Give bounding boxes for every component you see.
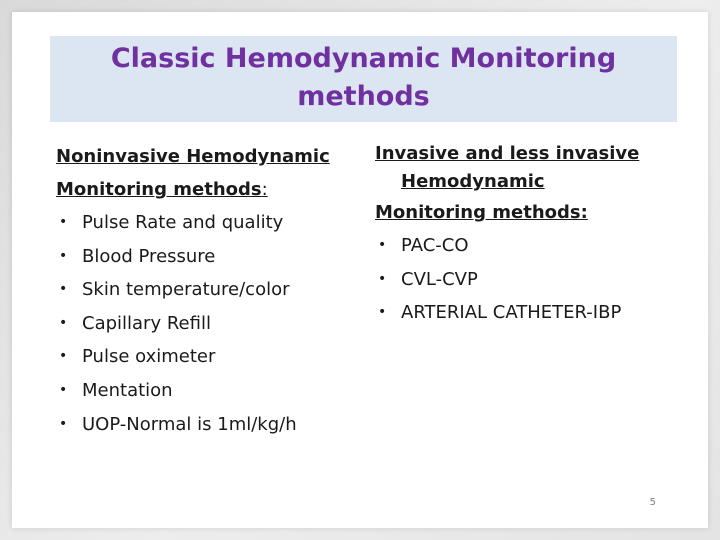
bullet-icon: • [59,381,68,398]
list-item [56,340,356,374]
list-item [56,307,356,341]
slide-title-line-2: methods [297,81,430,112]
invasive-column [375,140,675,330]
invasive-heading-colon: : [580,202,588,223]
list-item-label: UOP-Normal is 1ml/kg/h [82,413,297,435]
bullet-icon: • [59,415,68,432]
invasive-heading-line-3 [375,196,675,229]
bullet-icon: • [59,281,68,298]
list-item [56,408,356,442]
list-item-label: Pulse Rate and quality [82,212,284,233]
list-item [56,374,356,408]
noninvasive-column [56,140,356,441]
list-item-label: Capillary Refill [82,312,211,334]
list-item [56,206,356,240]
noninvasive-list [56,206,356,441]
invasive-heading-line-2: Hemodynamic [401,171,545,192]
slide-title [50,40,677,116]
bullet-icon: • [59,247,68,264]
invasive-heading-line-1: Invasive and less invasive [375,143,640,164]
noninvasive-heading-line-2 [56,173,356,206]
list-item-label: Mentation [82,379,173,401]
invasive-heading-text: Monitoring methods [375,202,581,223]
list-item [56,240,356,274]
list-item-label: ARTERIAL CATHETER-IBP [401,302,622,324]
invasive-list [375,229,675,330]
bullet-icon: • [378,237,387,253]
noninvasive-heading-line-1: Noninvasive Hemodynamic [56,146,330,167]
bullet-icon: • [59,348,68,365]
noninvasive-heading-text: Monitoring methods [56,179,262,200]
list-item-label: Skin temperature/color [82,279,290,301]
list-item [375,263,675,297]
title-band [50,36,677,122]
noninvasive-heading-colon: : [261,179,268,200]
list-item [56,273,356,307]
list-item-label: Pulse oximeter [82,346,216,368]
page-number: 5 [649,497,656,508]
bullet-icon: • [378,304,387,321]
list-item-label: PAC-CO [401,235,469,256]
list-item-label: Blood Pressure [82,245,216,267]
list-item-label: CVL-CVP [401,268,478,290]
bullet-icon: • [378,270,387,287]
slide [12,12,708,528]
slide-title-line-1: Classic Hemodynamic Monitoring [110,43,617,74]
bullet-icon: • [59,214,68,230]
list-item [375,229,675,263]
list-item [375,296,675,330]
bullet-icon: • [59,314,68,331]
